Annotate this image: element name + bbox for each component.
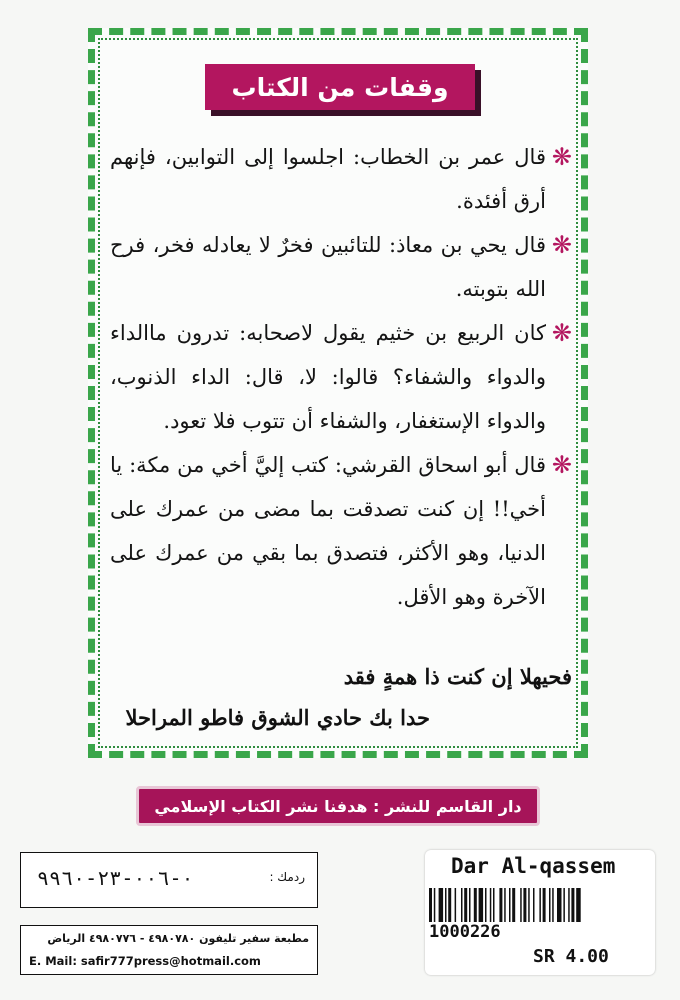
quote-text: قال أبو اسحاق القرشي: كتب إليَّ أخي من مكة: يا أخي!! إن كنت تصدقت بما مضى من عمرك على الدنيا، وهو الأكثر، فتصدق بما بقي من عمرك على الآخرة وهو الأقل. <box>110 453 546 609</box>
star-bullet-icon: ❋ <box>551 231 572 259</box>
quote-item <box>110 223 572 311</box>
barcode-sticker <box>425 850 655 975</box>
page-title: وقفات من الكتاب <box>205 64 475 110</box>
printer-name-phone: مطبعة سفير تليفون ٤٩٨٠٧٨٠ - ٤٩٨٠٧٧٦ الرياض <box>47 932 309 945</box>
poetry-line-1: فحيهلا إن كنت ذا همةٍ فقد <box>343 664 572 689</box>
quote-item <box>110 135 572 223</box>
publisher-banner: دار القاسم للنشر : هدفنا نشر الكتاب الإسلامي <box>136 786 540 826</box>
quote-text: كان الربيع بن خثيم يقول لاصحابه: تدرون ماالداء والدواء والشفاء؟ قالوا: لا، قال: الداء الذنوب، والدواء الإستغفار، والشفاء أن تتوب فلا تعود. <box>110 321 546 433</box>
poetry-line-2: حدا بك حادي الشوق فاطو المراحلا <box>125 705 430 730</box>
isbn-label: ردمك : <box>269 870 305 884</box>
quote-item <box>110 443 572 619</box>
star-bullet-icon: ❋ <box>551 143 572 171</box>
sticker-publisher-name: Dar Al-qassem <box>451 854 616 878</box>
printer-info-box <box>20 925 318 975</box>
sticker-price: SR 4.00 <box>533 946 609 967</box>
quotes-list <box>110 135 572 619</box>
printer-email: E. Mail: safir777press@hotmail.com <box>29 954 261 968</box>
star-bullet-icon: ❋ <box>551 319 572 347</box>
isbn-box <box>20 852 318 908</box>
quote-item <box>110 311 572 443</box>
isbn-number: ٠-٠٠٦-٢٣-٩٩٦٠ <box>37 866 194 890</box>
quote-text: قال عمر بن الخطاب: اجلسوا إلى التوابين، فإنهم أرق أفئدة. <box>110 145 546 213</box>
barcode-icon <box>429 888 651 922</box>
sticker-code: 1000226 <box>429 922 501 942</box>
star-bullet-icon: ❋ <box>551 451 572 479</box>
quote-text: قال يحي بن معاذ: للتائبين فخرٌ لا يعادله فخر، فرح الله بتوبته. <box>110 233 546 301</box>
